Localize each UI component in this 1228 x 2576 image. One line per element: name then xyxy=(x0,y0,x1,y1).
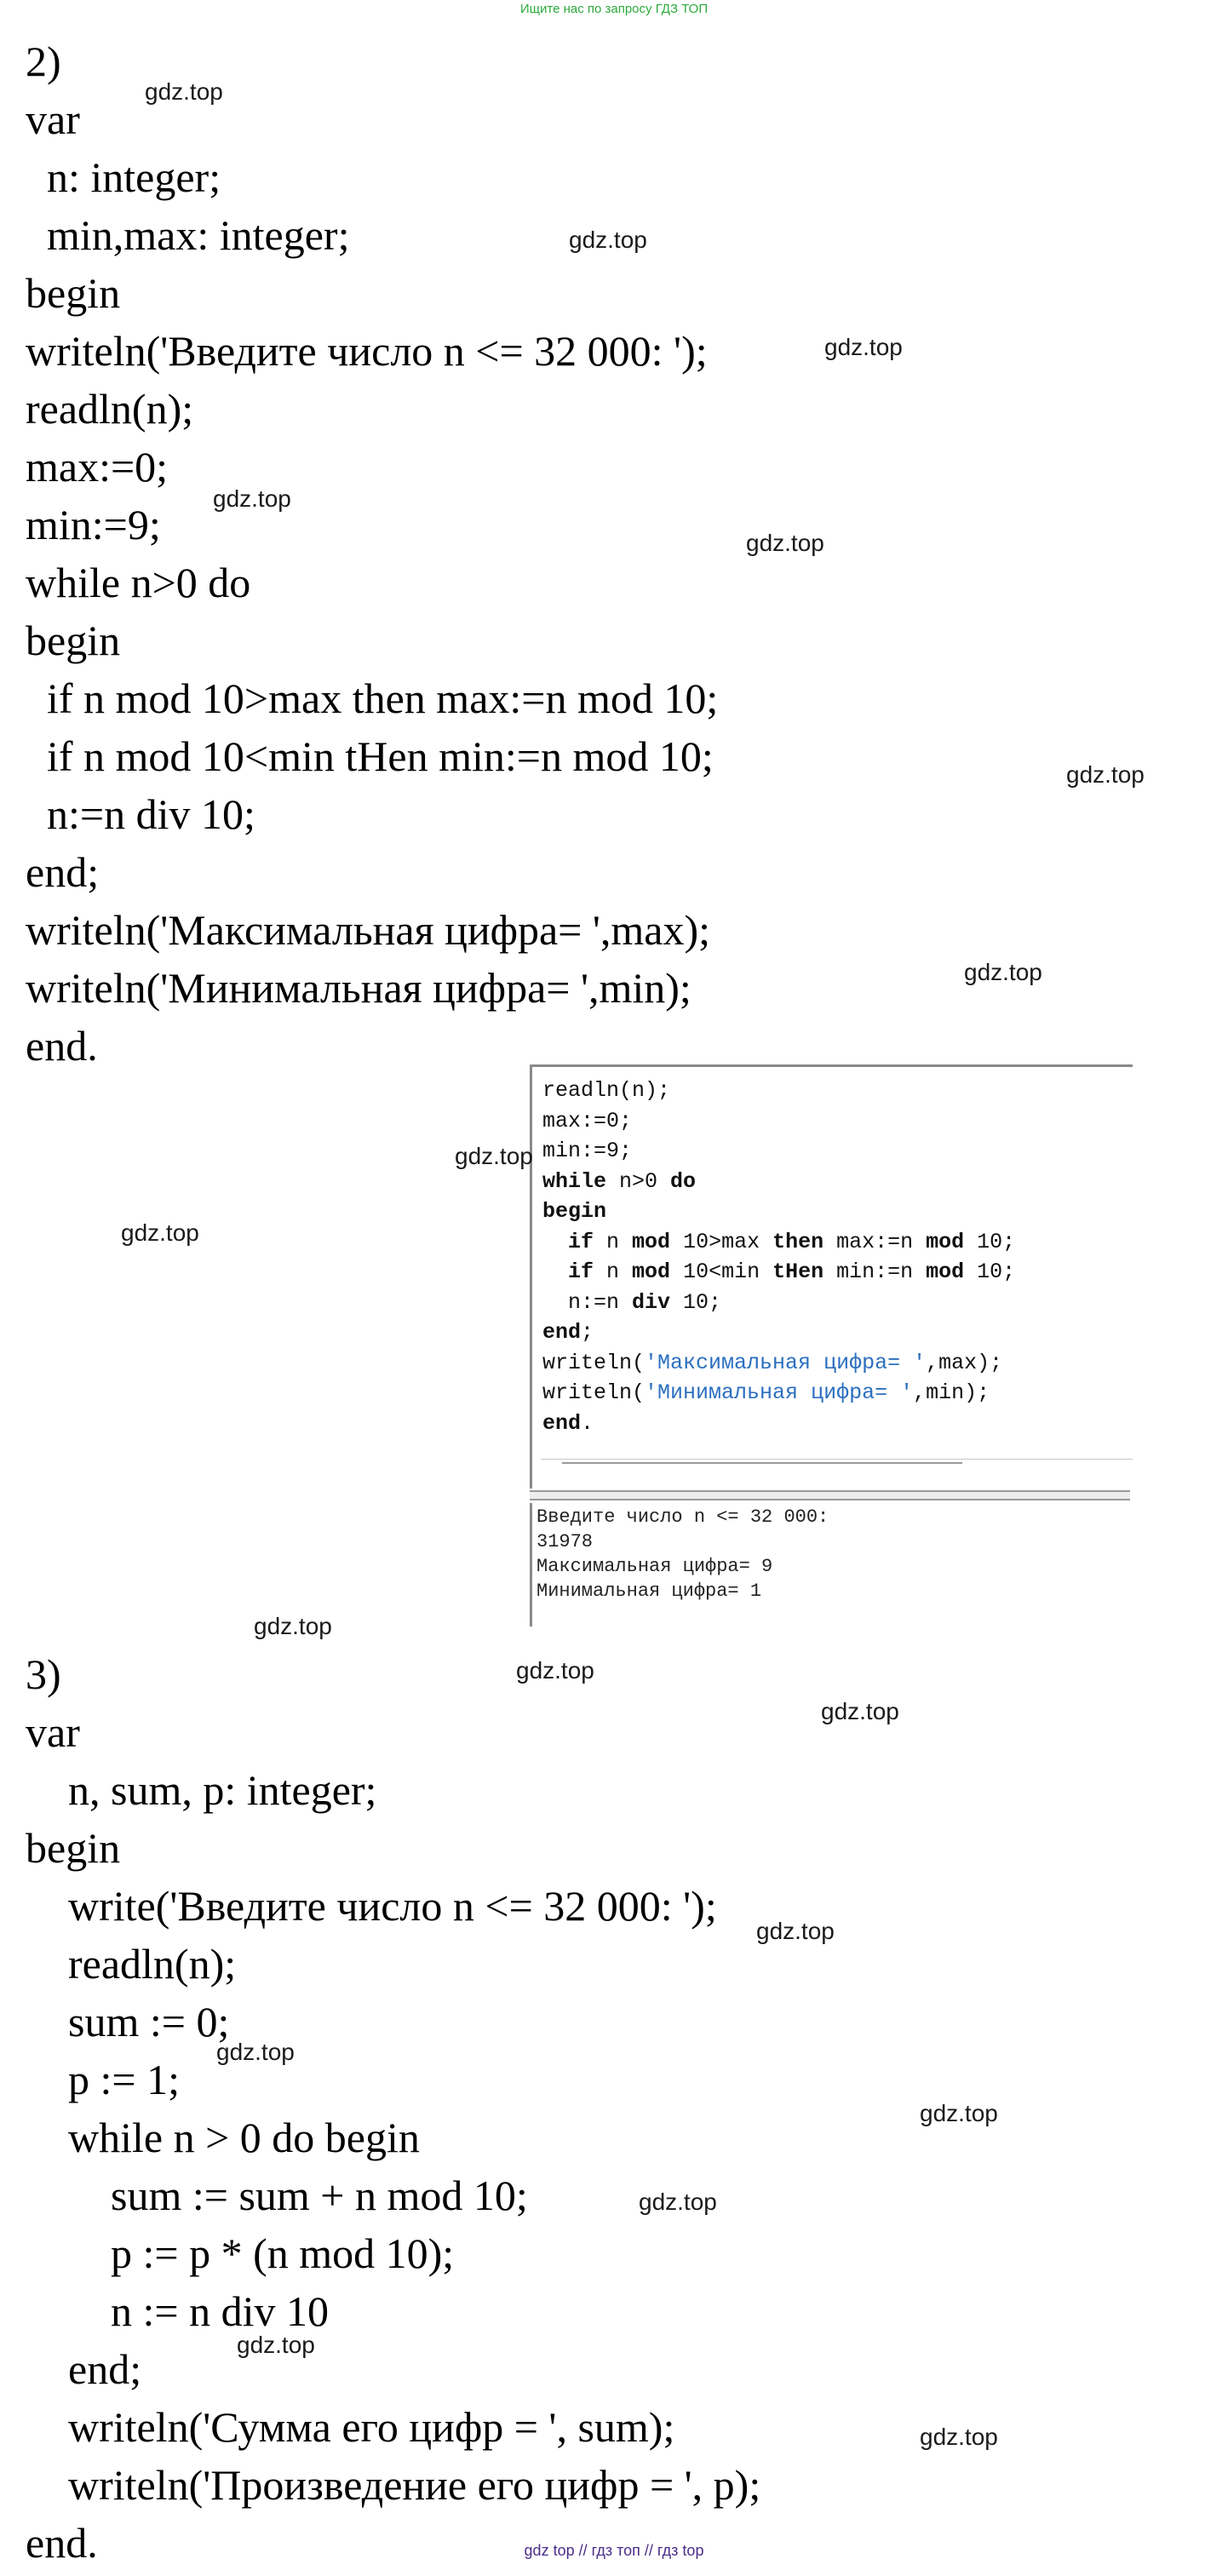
code-line: begin xyxy=(26,1824,121,1872)
code-line: p := 1; xyxy=(26,2056,180,2103)
watermark: gdz.top xyxy=(213,485,291,512)
top-banner: Ищите нас по запросу ГДЗ ТОП xyxy=(519,2,709,16)
watermark: gdz.top xyxy=(824,334,903,360)
output-panel xyxy=(530,1503,1133,1626)
code-line: writeln('Сумма его цифр = ', sum); xyxy=(26,2403,675,2451)
code-line: if n mod 10<min tHen min:=n mod 10; xyxy=(26,732,714,780)
watermark: gdz.top xyxy=(237,2332,315,2358)
code-line: sum := sum + n mod 10; xyxy=(26,2172,528,2219)
watermark: gdz.top xyxy=(145,78,223,105)
watermark: gdz.top xyxy=(920,2424,998,2450)
watermark: gdz.top xyxy=(216,2039,295,2065)
code-line: begin xyxy=(26,617,121,664)
editor-line: writeln('Максимальная цифра= ',max); xyxy=(542,1350,1003,1375)
editor-line: while n>0 do xyxy=(542,1168,697,1194)
editor-line: writeln('Минимальная цифра= ',min); xyxy=(542,1380,990,1405)
watermark: gdz.top xyxy=(639,2189,717,2215)
watermark: gdz.top xyxy=(756,1918,835,1944)
code-line: min,max: integer; xyxy=(26,211,350,259)
code-line: begin xyxy=(26,269,121,317)
code-line: sum := 0; xyxy=(26,1998,230,2045)
watermark: gdz.top xyxy=(569,227,647,253)
code-line: while n>0 do xyxy=(26,559,251,606)
editor-line: end; xyxy=(542,1320,594,1345)
code-line: var xyxy=(26,95,80,143)
ide-screenshot xyxy=(530,1064,1130,1626)
code-line: writeln('Минимальная цифра= ',min); xyxy=(26,964,691,1012)
output-line: 31978 xyxy=(537,1531,594,1552)
output-line: Введите число n <= 32 000: xyxy=(537,1506,829,1528)
editor-line: readln(n); xyxy=(542,1078,671,1103)
editor-line: if n mod 10>max then max:=n mod 10; xyxy=(568,1229,1016,1254)
editor-line: min:=9; xyxy=(542,1139,633,1163)
editor-line: end. xyxy=(542,1410,594,1436)
code-line: end; xyxy=(26,848,100,896)
output-line: Максимальная цифра= 9 xyxy=(537,1556,773,1577)
watermark: gdz.top xyxy=(964,959,1042,985)
panel-splitter[interactable] xyxy=(530,1490,1130,1500)
code-line: n := n div 10 xyxy=(26,2287,329,2335)
code-line: writeln('Введите число n <= 32 000: '); xyxy=(26,327,708,375)
editor-line: if n mod 10<min tHen min:=n mod 10; xyxy=(568,1259,1016,1284)
editor-line: begin xyxy=(542,1199,607,1224)
code-line: min:=9; xyxy=(26,501,161,548)
footer-links: gdz top // гдз топ // гдз top xyxy=(524,2542,704,2559)
watermark: gdz.top xyxy=(920,2100,998,2126)
editor-line: n:=n div 10; xyxy=(568,1289,722,1315)
watermark: gdz.top xyxy=(821,1698,899,1724)
code-line: p := p * (n mod 10); xyxy=(26,2229,455,2277)
watermark: gdz.top xyxy=(254,1613,332,1639)
code-line: max:=0; xyxy=(26,443,169,491)
code-line: readln(n); xyxy=(26,385,194,433)
code-line: end. xyxy=(26,2519,98,2567)
code-editor-panel xyxy=(530,1064,1133,1489)
code-line: n, sum, p: integer; xyxy=(26,1766,377,1814)
watermark: gdz.top xyxy=(121,1219,199,1246)
code-line: n: integer; xyxy=(26,153,221,201)
output-line: Минимальная цифра= 1 xyxy=(537,1581,762,1602)
code-line: n:=n div 10; xyxy=(26,790,255,838)
code-line: var xyxy=(26,1708,80,1756)
editor-line: max:=0; xyxy=(542,1108,633,1133)
code-line: 3) xyxy=(26,1650,61,1698)
code-line: end; xyxy=(26,2345,142,2393)
code-line: write('Введите число n <= 32 000: '); xyxy=(26,1882,717,1930)
code-line: 2) xyxy=(26,37,61,85)
scrollbar-thumb[interactable] xyxy=(562,1462,962,1469)
code-line: if n mod 10>max then max:=n mod 10; xyxy=(26,674,719,722)
watermark: gdz.top xyxy=(1066,761,1145,788)
code-line: writeln('Максимальная цифра= ',max); xyxy=(26,906,711,954)
code-line: end. xyxy=(26,1022,98,1070)
code-line: writeln('Произведение его цифр = ', p); xyxy=(26,2461,761,2509)
watermark: gdz.top xyxy=(455,1143,533,1169)
code-line: while n > 0 do begin xyxy=(26,2114,420,2161)
watermark: gdz.top xyxy=(746,530,824,556)
horizontal-scrollbar[interactable] xyxy=(541,1459,1133,1472)
watermark: gdz.top xyxy=(516,1657,594,1684)
code-line: readln(n); xyxy=(26,1940,237,1988)
